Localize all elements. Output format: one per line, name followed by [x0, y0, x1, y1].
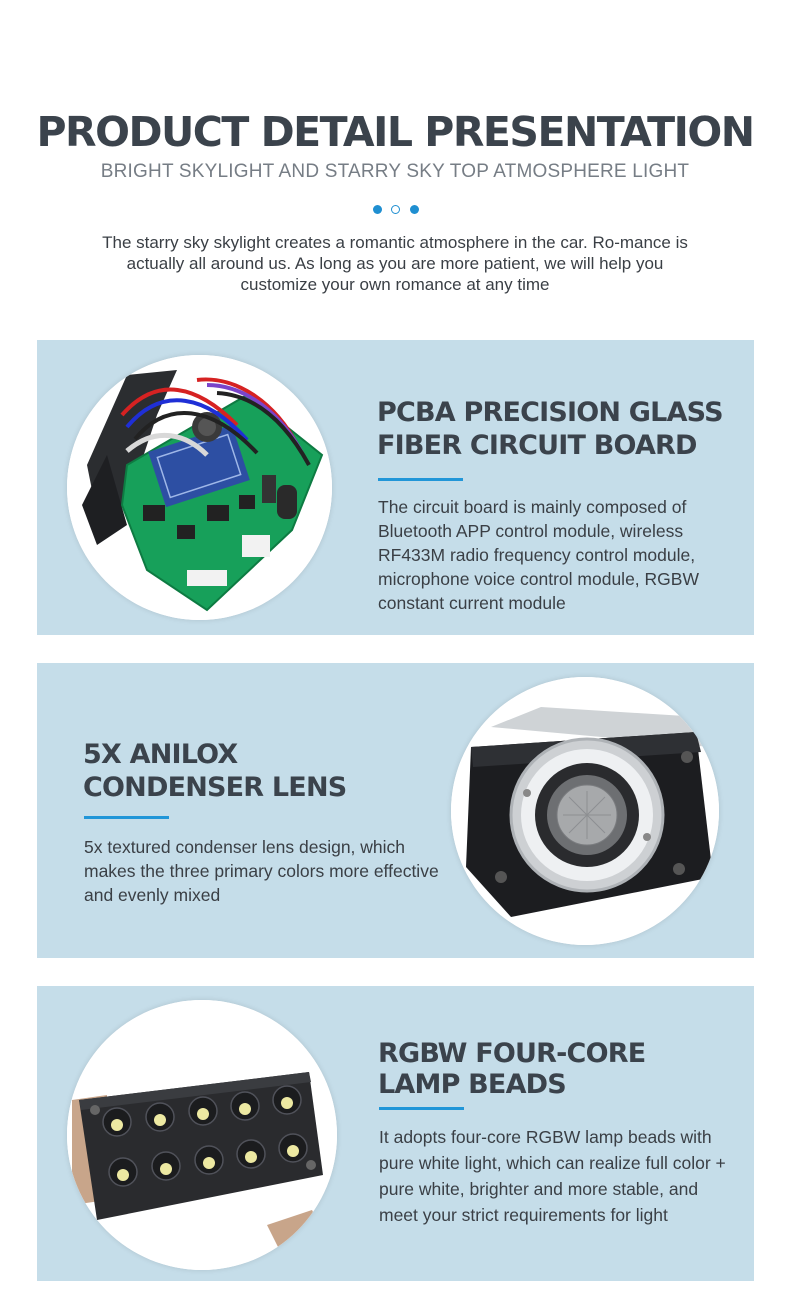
feature-description: 5x textured condenser lens design, which makes the three primary colors more effective and evenly mixed — [84, 837, 439, 905]
intro-paragraph: The starry sky skylight creates a romantic atmosphere in the car. Ro-mance is actually all around us. As long as you are more patient, we will help you customize your own romance at any time — [102, 233, 688, 294]
feature-heading — [377, 396, 723, 462]
dot-icon — [410, 205, 419, 214]
feature-heading-line: PCBA PRECISION GLASS — [377, 397, 723, 428]
page-title: PRODUCT DETAIL PRESENTATION — [36, 108, 754, 156]
header-section — [0, 0, 790, 320]
lamp-beads-image — [67, 1000, 337, 1270]
feature-panel-circuit-board — [37, 340, 754, 635]
feature-panel-condenser-lens — [37, 663, 754, 958]
feature-heading — [378, 1038, 645, 1100]
dot-icon — [373, 205, 382, 214]
feature-description: It adopts four-core RGBW lamp beads with pure white light, which can realize full color + pure white, brighter and more stable, and meet your strict requirements for light — [379, 1127, 726, 1225]
heading-underline — [84, 816, 169, 819]
feature-description: The circuit board is mainly composed of Bluetooth APP control module, wireless RF433M radio frequency control module, microphone voice control module, RGBW constant current module — [378, 497, 699, 613]
feature-heading-line: FIBER CIRCUIT BOARD — [377, 430, 697, 461]
feature-panel-lamp-beads — [37, 986, 754, 1281]
feature-heading — [83, 738, 346, 804]
circuit-board-image — [67, 355, 332, 620]
page-subtitle: BRIGHT SKYLIGHT AND STARRY SKY TOP ATMOSPHERE LIGHT — [100, 161, 690, 182]
dot-outline-icon — [391, 205, 400, 214]
feature-heading-line: CONDENSER LENS — [83, 772, 347, 803]
feature-heading-line: RGBW FOUR-CORE — [378, 1038, 646, 1069]
feature-heading-line: 5X ANILOX — [83, 739, 238, 770]
carousel-dots — [370, 205, 420, 215]
heading-underline — [379, 1107, 464, 1110]
heading-underline — [378, 478, 463, 481]
feature-heading-line: LAMP BEADS — [378, 1069, 566, 1100]
condenser-lens-image — [451, 677, 719, 945]
